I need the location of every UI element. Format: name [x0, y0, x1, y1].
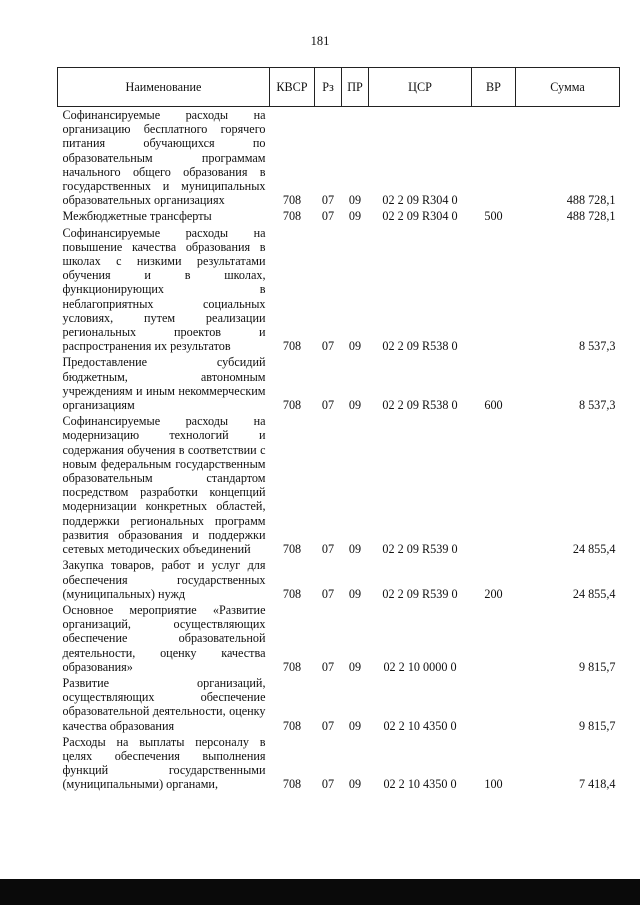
table-header-row: [58, 68, 620, 107]
table-row: [58, 208, 620, 224]
header-name: Наименование: [58, 68, 270, 107]
table-row: [58, 675, 620, 734]
header-pr: ПР: [342, 68, 369, 107]
row-rz: 07: [321, 209, 335, 224]
row-sum: 8 537,3: [578, 339, 616, 354]
row-name: Развитие организаций, осуществляющих обеспечение образовательной деятельности, оценку качества образования: [62, 675, 266, 733]
row-vr: 500: [484, 209, 503, 224]
row-vr: [472, 602, 516, 675]
row-name: Софинансируемые расходы на модернизацию технологий и содержания обучения в соответствии с новым федеральным государственным образовательным стандартом посредством разработки концепций модернизации конкретных областей, поддержки региональных программ развития образования и поддержки сетевых методических объединений: [62, 414, 266, 557]
row-kvsr: 708: [282, 659, 302, 674]
row-csr: 02 2 09 R538 0: [382, 339, 458, 354]
row-vr: [472, 675, 516, 734]
row-csr: 02 2 10 4350 0: [383, 718, 457, 733]
row-name: Закупка товаров, работ и услуг для обеспечения государственных (муниципальных) нужд: [62, 558, 266, 601]
row-kvsr: 708: [282, 542, 302, 557]
row-name: Межбюджетные трансферты: [62, 209, 212, 224]
row-rz: 07: [321, 542, 335, 557]
table-row: [58, 107, 620, 209]
row-name: Предоставление субсидий бюджетным, автономным учреждениям и иным некоммерческим организациям: [62, 355, 266, 413]
row-name: Софинансируемые расходы на повышение качества образования в школах с низкими результатами обучения и в школах, функционирующих в неблагоприятных социальных условиях, путем реализации региональных проектов и распространения их результатов: [62, 225, 266, 354]
row-csr: 02 2 09 R538 0: [382, 398, 458, 413]
row-sum: 488 728,1: [566, 209, 616, 224]
row-pr: 09: [348, 398, 362, 413]
row-csr: 02 2 10 4350 0: [383, 777, 457, 792]
header-rz: Рз: [315, 68, 342, 107]
row-sum: 9 815,7: [578, 659, 616, 674]
row-rz: 07: [321, 398, 335, 413]
row-pr: 09: [348, 339, 362, 354]
row-pr: 09: [348, 209, 362, 224]
table-row: [58, 557, 620, 602]
row-vr: 600: [484, 398, 503, 413]
row-csr: 02 2 09 R304 0: [382, 193, 458, 208]
header-csr: ЦСР: [369, 68, 472, 107]
row-sum: 7 418,4: [578, 777, 616, 792]
row-kvsr: 708: [282, 193, 302, 208]
row-pr: 09: [348, 659, 362, 674]
scan-edge-bar: [0, 879, 640, 905]
row-csr: 02 2 09 R539 0: [382, 586, 458, 601]
row-vr: 100: [484, 777, 503, 792]
row-pr: 09: [348, 777, 362, 792]
row-vr: [472, 107, 516, 209]
page-number: 181: [310, 34, 330, 48]
row-kvsr: 708: [282, 718, 302, 733]
row-rz: 07: [321, 718, 335, 733]
row-rz: 07: [321, 339, 335, 354]
row-kvsr: 708: [282, 777, 302, 792]
table-row: [58, 225, 620, 355]
row-rz: 07: [321, 586, 335, 601]
row-rz: 07: [321, 659, 335, 674]
row-sum: 8 537,3: [578, 398, 616, 413]
table-row: [58, 734, 620, 793]
header-vr: ВР: [472, 68, 516, 107]
row-pr: 09: [348, 193, 362, 208]
row-kvsr: 708: [282, 339, 302, 354]
row-vr: [472, 413, 516, 557]
row-sum: 24 855,4: [572, 586, 616, 601]
table-row: [58, 602, 620, 675]
row-sum: 24 855,4: [572, 542, 616, 557]
row-pr: 09: [348, 718, 362, 733]
row-kvsr: 708: [282, 209, 302, 224]
budget-table: [57, 67, 620, 793]
row-kvsr: 708: [282, 398, 302, 413]
row-rz: 07: [321, 193, 335, 208]
row-kvsr: 708: [282, 586, 302, 601]
row-name: Софинансируемые расходы на организацию бесплатного горячего питания обучающихся по образовательным программам начального общего образования в государственных и муниципальных образовательных организациях: [62, 108, 266, 208]
row-name: Расходы на выплаты персоналу в целях обеспечения выполнения функций государственными (муниципальными) органами,: [62, 734, 266, 792]
row-rz: 07: [321, 777, 335, 792]
header-kvsr: КВСР: [270, 68, 315, 107]
table-row: [58, 354, 620, 413]
row-pr: 09: [348, 586, 362, 601]
row-csr: 02 2 09 R304 0: [382, 209, 458, 224]
row-name: Основное мероприятие «Развитие организаций, осуществляющих обеспечение образовательной деятельности, оценку качества образования»: [62, 602, 266, 674]
row-csr: 02 2 09 R539 0: [382, 542, 458, 557]
row-vr: [472, 225, 516, 355]
row-pr: 09: [348, 542, 362, 557]
row-vr: 200: [484, 586, 503, 601]
row-sum: 9 815,7: [578, 718, 616, 733]
header-sum: Сумма: [516, 68, 620, 107]
table-row: [58, 413, 620, 557]
row-csr: 02 2 10 0000 0: [383, 659, 457, 674]
row-sum: 488 728,1: [566, 193, 616, 208]
